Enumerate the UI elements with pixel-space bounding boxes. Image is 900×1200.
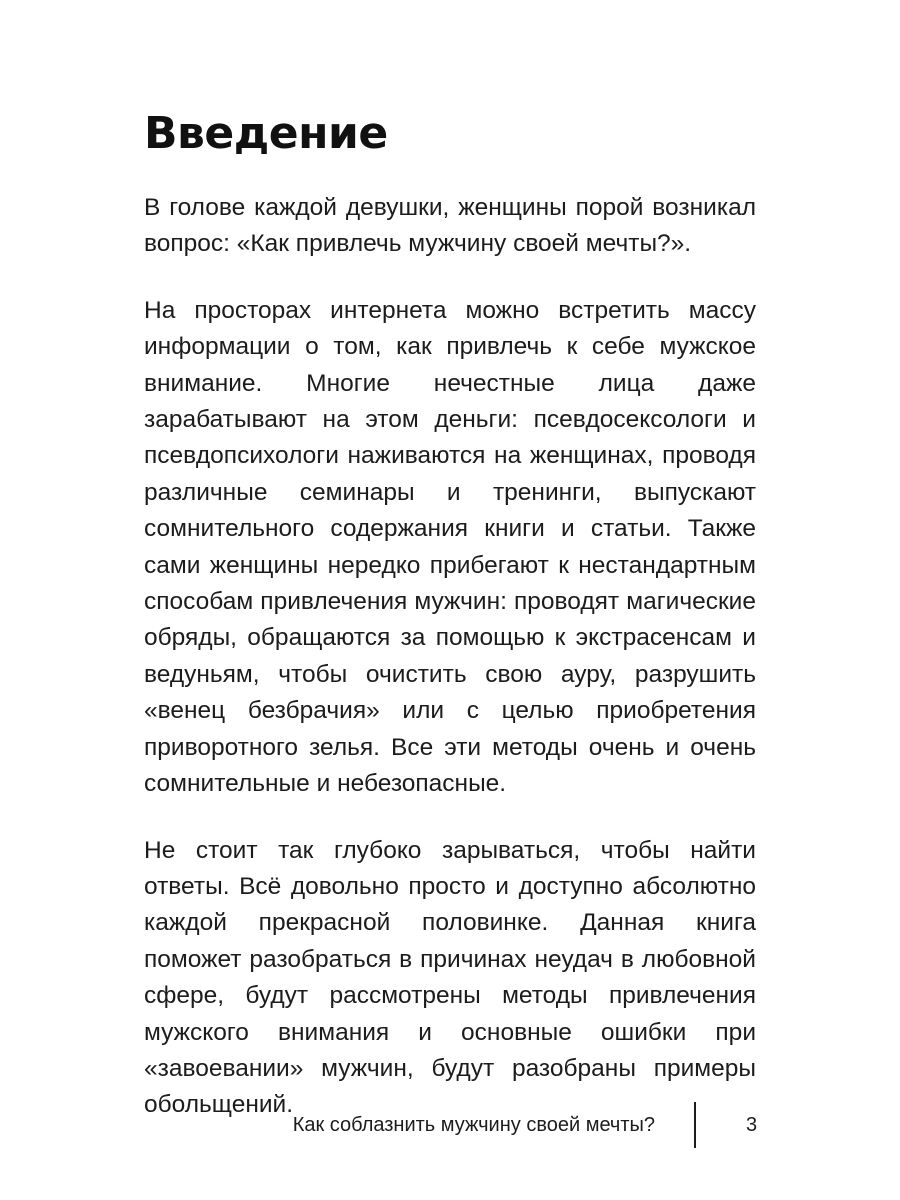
page-footer: [0, 1102, 900, 1150]
paragraph-2: На просторах интернета можно встретить массу информации о том, как привлечь к себе мужское внимание. Многие нечестные лица даже зарабатывают на этом деньги: псевдосексологи и псевдопсихологи наживаются на женщинах, проводя различные семинары и тренинги, выпускают сомнительного содержания книги и статьи. Также сами женщины нередко прибегают к нестандартным способам привлечения мужчин: проводят магические обряды, обращаются за помощью к экстрасенсам и ведуньям, чтобы очистить свою ауру, разрушить «венец безбрачия» или с целью приобретения приворотного зелья. Все эти методы очень и очень сомнительные и небезопасные.: [144, 296, 756, 798]
paragraph-3: Не стоит так глубоко зарываться, чтобы найти ответы. Всё довольно просто и доступно абсолютно каждой прекрасной половинке. Данная книга поможет разобраться в причинах неудач в любовной сфере, будут рассмотрены методы привлечения мужского внимания и основные ошибки при «завоевании» мужчин, будут разобраны примеры обольщений.: [144, 836, 756, 1119]
running-title: Как соблазнить мужчину своей мечты?: [292, 1114, 655, 1136]
paragraph-1: В голове каждой девушки, женщины порой возникал вопрос: «Как привлечь мужчину своей мечты?».: [144, 194, 756, 258]
page-number: 3: [746, 1114, 758, 1136]
footer-divider: [694, 1102, 696, 1148]
chapter-title: Введение: [144, 108, 388, 159]
chapter-body: [144, 190, 756, 1154]
